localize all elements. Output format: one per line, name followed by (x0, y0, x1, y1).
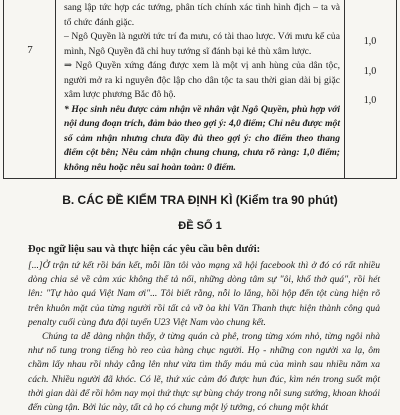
answer-content-cell (64, 1, 340, 175)
question-number: 7 (27, 44, 33, 56)
score-value: 1,0 (363, 66, 377, 77)
score-value: 1,0 (363, 36, 377, 47)
answer-table (3, 0, 397, 179)
passage-paragraph: [...]Ở trận tứ kết rồi bán kết, mỗi lần tôi vào mạng xã hội facebook thì ở đó có rất nhiều dòng chia sẻ về cảm xúc không thể tả nổi, những dòng tâm sự "ôi, khổ thở quá", rồi hét lên: "Tự hào quá Việt Nam ơi"... Tôi biết rằng, nỗi lo lắng, hồi hộp đến tột cùng hiện rõ trên khuôn mặt của từng người rồi tất cả vỡ òa khi Văn Thanh thực hiện thành công quả penalty cuối cùng đưa đội tuyển U23 Việt Nam vào chung kết. (28, 260, 380, 328)
answer-paragraph: – Ngô Quyền là người tức trí đa mưu, có tài thao lược. Với mưu kế của mình, Ngô Quyền đã chỉ huy tướng sĩ đánh bại kẻ thù xâm lược. (64, 31, 340, 57)
grading-criteria: * Học sinh nêu được cảm nhận về nhân vật Ngô Quyền, phù hợp với nội dung đoạn trích, đảm bảo theo gợi ý: 4,0 điểm; Chỉ nêu được một số cảm nhận nhưng chưa đầy đủ theo gợi ý: cho điểm theo thang điểm cột bên; Nêu cảm nhận chung chung, chưa rõ ràng: 1,0 điểm; không nêu hoặc nêu sai hoàn toàn: 0 điểm. (64, 103, 340, 173)
passage-paragraph: Chúng ta dễ dàng nhận thấy, ở từng quán cà phê, trong từng xóm nhỏ, từng ngôi nhà như nổ tung trong tiếng hò reo của hàng chục người. Họ - những con người xa lạ, ôm chầm lấy nhau rồi nhảy cẫng lên như vừa tìm thấy máu mủ của mình sau nhiều năm xa cách. Nhiều người đã khóc. Có lẽ, thứ xúc cảm đó được hun đúc, kìm nén trong suốt một thời gian dài để rồi hôm nay mọi thứ thực sự bùng cháy trong nỗi sung sướng, khoan khoái đến cùng tận. Bởi lúc này, tất cả họ có chung một lý tưởng, có chung một khát (28, 331, 380, 414)
answer-paragraph: sang lập tức hợp các tướng, phân tích chính xác tình hình địch – ta và tổ chức đánh giặc. (64, 2, 340, 28)
question-number-column (4, 0, 56, 178)
reading-passage (28, 259, 380, 415)
exam-title: ĐỀ SỐ 1 (178, 220, 222, 232)
score-column (344, 0, 396, 178)
answer-paragraph: ⇒ Ngô Quyền xứng đáng được xem là một vị anh hùng của dân tộc, người mở ra kỉ nguyên độc lập cho dân tộc ta sau thời gian dài bị giặc xâm lược phương Bắc đô hộ. (64, 60, 340, 100)
exam-instruction: Đọc ngữ liệu sau và thực hiện các yêu cầu bên dưới: (28, 244, 261, 255)
section-heading: B. CÁC ĐỀ KIỂM TRA ĐỊNH KÌ (Kiểm tra 90 phút) (62, 193, 338, 207)
score-value: 1,0 (363, 95, 377, 106)
